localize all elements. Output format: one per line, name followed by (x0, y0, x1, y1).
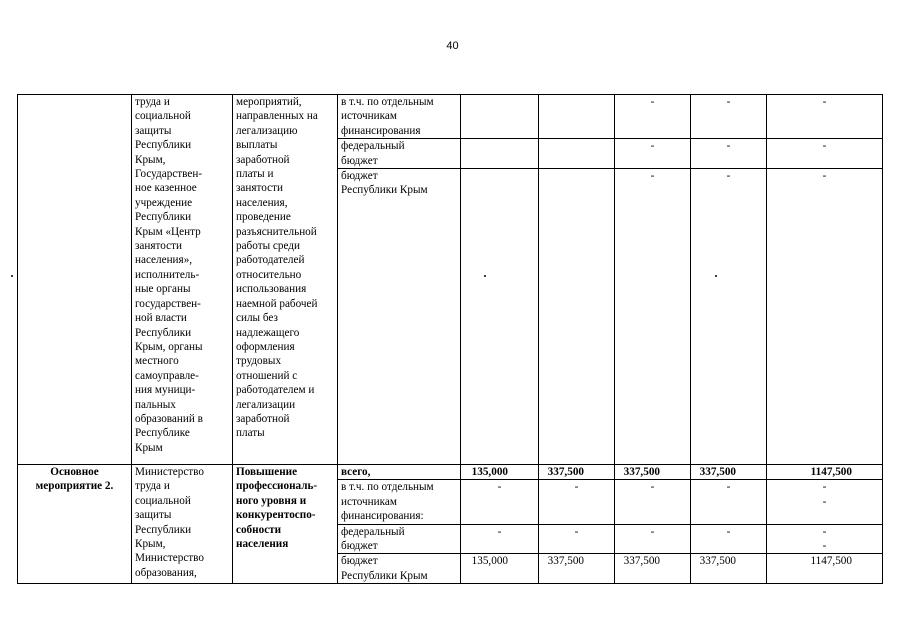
budget-table (17, 94, 883, 584)
value-cell: - (691, 95, 767, 139)
source-label: федеральный бюджет (338, 524, 461, 554)
goal-cell: мероприятий, направленных на легализацию выплаты заработной платы и занятости населения, проведение разъяснительной работы среди работодателей относительно использования наемной рабочей силы без надлежащего оформления трудовых отношений с работодателем и легализации заработной платы (233, 95, 338, 465)
value-cell: - (615, 95, 691, 139)
table-row (18, 465, 883, 480)
value-cell: - (767, 169, 883, 465)
table-row (18, 95, 883, 139)
goal-cell: Повышение профессиональ- ного уровня и конкурентоспо- собности населения (233, 465, 338, 584)
value-cell: - (691, 139, 767, 169)
value-cell: - (615, 480, 691, 524)
source-label: в т.ч. по отдельным источникам финансирования (338, 95, 461, 139)
value-cell (461, 169, 539, 465)
value-cell: - (691, 524, 767, 554)
activity-cell: Основное мероприятие 2. (18, 465, 132, 584)
value-cell (539, 139, 615, 169)
value-cell: 337,500 (539, 554, 615, 584)
value-cell: 337,500 (691, 465, 767, 480)
value-cell: - (691, 480, 767, 524)
value-cell: - (461, 524, 539, 554)
executor-cell: Министерство труда и социальной защиты Республики Крым, Министерство образования, (132, 465, 233, 584)
value-cell: - (615, 169, 691, 465)
scan-dot (11, 275, 13, 277)
source-label: федеральный бюджет (338, 139, 461, 169)
value-cell: - (615, 524, 691, 554)
value-cell: 337,500 (691, 554, 767, 584)
page-number: 40 (446, 40, 459, 52)
executor-cell: труда и социальной защиты Республики Крым, Государствен- ное казенное учреждение Республики Крым «Центр занятости населения», исполнитель- ные органы государствен- ной власти Республики Крым, органы местного самоуправле- ния муници- пальных образований в Республике Крым (132, 95, 233, 465)
source-label: в т.ч. по отдельным источникам финансирования: (338, 480, 461, 524)
value-cell (461, 95, 539, 139)
value-cell: - (767, 95, 883, 139)
value-cell: - (539, 524, 615, 554)
value-cell: - - (767, 524, 883, 554)
value-cell: 337,500 (539, 465, 615, 480)
value-cell: 1147,500 (767, 465, 883, 480)
value-cell: 337,500 (615, 465, 691, 480)
value-cell (539, 169, 615, 465)
value-cell: 337,500 (615, 554, 691, 584)
value-cell: - - (767, 480, 883, 524)
value-cell (461, 139, 539, 169)
value-cell: - (691, 169, 767, 465)
value-cell: - (767, 139, 883, 169)
activity-cell (18, 95, 132, 465)
value-cell: 1147,500 (767, 554, 883, 584)
source-label: всего, (338, 465, 461, 480)
value-cell: - (615, 139, 691, 169)
value-cell: 135,000 (461, 465, 539, 480)
source-label: бюджет Республики Крым (338, 169, 461, 465)
source-label: бюджет Республики Крым (338, 554, 461, 584)
value-cell: - (539, 480, 615, 524)
value-cell (539, 95, 615, 139)
value-cell: 135,000 (461, 554, 539, 584)
value-cell: - (461, 480, 539, 524)
